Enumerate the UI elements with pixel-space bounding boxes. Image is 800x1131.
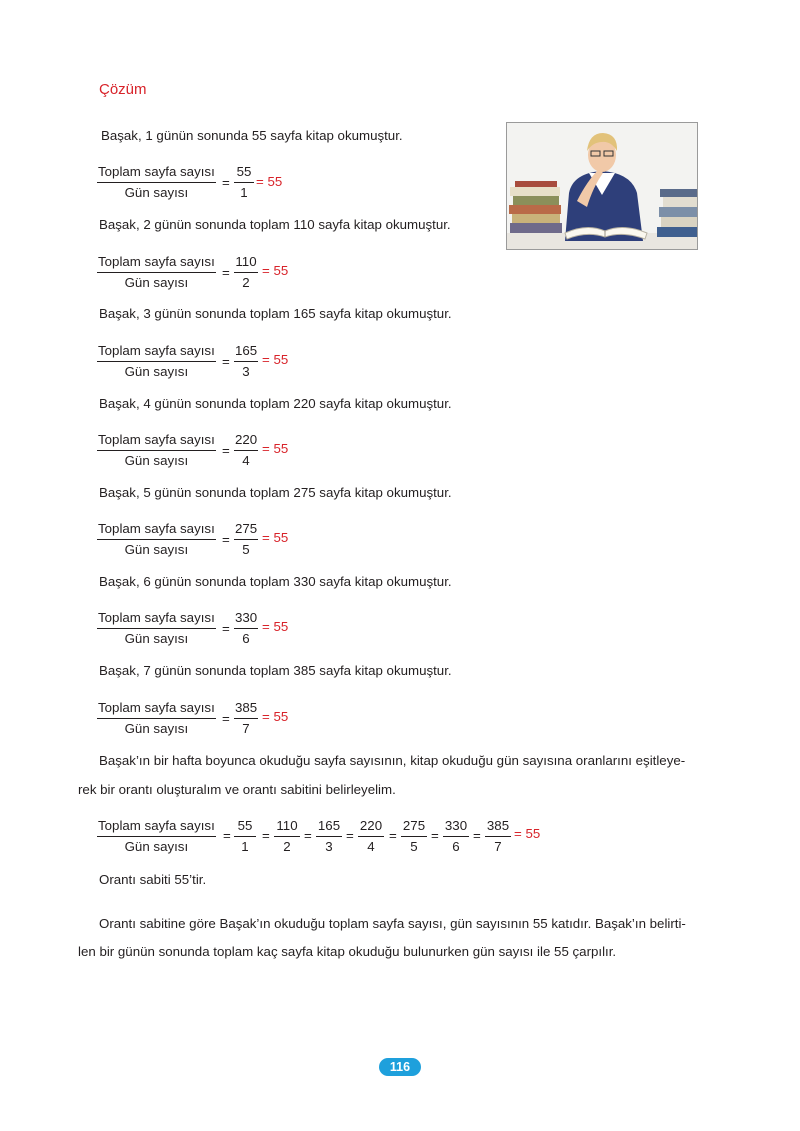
equals-sign: =	[222, 354, 230, 369]
fraction-denominator: 3	[325, 839, 333, 854]
fraction-denominator: 5	[410, 839, 418, 854]
label-denominator: Gün sayısı	[124, 185, 189, 200]
fraction-denominator: 4	[367, 839, 375, 854]
fraction-denominator: 7	[242, 721, 250, 736]
fraction-numerator: 165	[234, 343, 258, 362]
step-3-result: = 55	[262, 352, 289, 367]
equals-sign: =	[222, 443, 230, 458]
step-2-result: = 55	[262, 263, 289, 278]
label-denominator: Gün sayısı	[124, 453, 189, 468]
step-5-label-fraction	[97, 521, 216, 558]
fraction-denominator: 3	[242, 364, 250, 379]
conclusion-line-1: Orantı sabitine göre Başak’ın okuduğu toplam sayfa sayısı, gün sayısının 55 katıdır. Başak’ın belirti-	[99, 916, 686, 931]
fraction-denominator: 6	[242, 631, 250, 646]
label-denominator: Gün sayısı	[124, 631, 189, 646]
step-7-result: = 55	[262, 709, 289, 724]
label-denominator: Gün sayısı	[124, 839, 189, 854]
step-3-label-fraction	[97, 343, 216, 380]
step-7-value-fraction	[234, 700, 258, 737]
step-4-label-fraction	[97, 432, 216, 469]
fraction-numerator: 165	[316, 818, 342, 837]
proportion-intro-line-2: rek bir orantı oluşturalım ve orantı sabitini belirleyelim.	[78, 782, 396, 797]
fraction-numerator: 385	[234, 700, 258, 719]
label-numerator: Toplam sayfa sayısı	[97, 700, 216, 719]
combined-result: = 55	[514, 826, 541, 841]
step-5-value-fraction	[234, 521, 258, 558]
equals-sign: =	[389, 828, 397, 843]
fraction-denominator: 6	[452, 839, 460, 854]
combined-fraction-4	[358, 818, 384, 855]
page-number-badge: 116	[379, 1058, 421, 1076]
step-4-value-fraction	[234, 432, 258, 469]
fraction-numerator: 275	[401, 818, 427, 837]
equals-sign: =	[431, 828, 439, 843]
step-6-label-fraction	[97, 610, 216, 647]
fraction-denominator: 5	[242, 542, 250, 557]
fraction-denominator: 7	[494, 839, 502, 854]
combined-fraction-5	[401, 818, 427, 855]
step-1-text: Başak, 1 günün sonunda 55 sayfa kitap okumuştur.	[101, 128, 403, 143]
step-7-label-fraction	[97, 700, 216, 737]
label-denominator: Gün sayısı	[124, 275, 189, 290]
fraction-numerator: 330	[443, 818, 469, 837]
equals-sign: =	[222, 711, 230, 726]
fraction-denominator: 2	[242, 275, 250, 290]
proportion-intro-line-1: Başak’ın bir hafta boyunca okuduğu sayfa sayısının, kitap okuduğu gün sayısına oranlarını eşitleye-	[99, 753, 686, 768]
step-7-text: Başak, 7 günün sonunda toplam 385 sayfa kitap okumuştur.	[99, 663, 452, 678]
conclusion-line-2: len bir günün sonunda toplam kaç sayfa kitap okuduğu bulunurken gün sayısı ile 55 çarpılır.	[78, 944, 617, 959]
step-2-text: Başak, 2 günün sonunda toplam 110 sayfa kitap okumuştur.	[99, 217, 451, 232]
step-3-value-fraction	[234, 343, 258, 380]
fraction-numerator: 385	[485, 818, 511, 837]
fraction-denominator: 1	[240, 185, 248, 200]
step-6-value-fraction	[234, 610, 258, 647]
equals-sign: =	[222, 621, 230, 636]
equals-sign: =	[222, 265, 230, 280]
step-5-result: = 55	[262, 530, 289, 545]
combined-fraction-3	[316, 818, 342, 855]
combined-fraction-7	[485, 818, 511, 855]
step-6-result: = 55	[262, 619, 289, 634]
step-2-label-fraction	[97, 254, 216, 291]
equals-sign: =	[222, 175, 230, 190]
equals-sign: =	[222, 532, 230, 547]
constant-statement: Orantı sabiti 55’tir.	[99, 872, 207, 887]
step-1-result: = 55	[256, 174, 283, 189]
fraction-numerator: 275	[234, 521, 258, 540]
solution-heading: Çözüm	[99, 81, 147, 98]
equals-sign: =	[223, 828, 231, 843]
fraction-denominator: 2	[283, 839, 291, 854]
label-denominator: Gün sayısı	[124, 364, 189, 379]
equals-sign: =	[262, 828, 270, 843]
label-numerator: Toplam sayfa sayısı	[97, 610, 216, 629]
label-numerator: Toplam sayfa sayısı	[97, 343, 216, 362]
step-4-result: = 55	[262, 441, 289, 456]
fraction-numerator: 330	[234, 610, 258, 629]
fraction-numerator: 55	[234, 164, 254, 183]
label-denominator: Gün sayısı	[124, 721, 189, 736]
fraction-denominator: 4	[242, 453, 250, 468]
equals-sign: =	[473, 828, 481, 843]
label-numerator: Toplam sayfa sayısı	[97, 521, 216, 540]
student-reading-illustration	[507, 123, 697, 249]
step-5-text: Başak, 5 günün sonunda toplam 275 sayfa kitap okumuştur.	[99, 485, 452, 500]
step-1-value-fraction	[234, 164, 254, 201]
equals-sign: =	[346, 828, 354, 843]
step-2-value-fraction	[234, 254, 258, 291]
step-3-text: Başak, 3 günün sonunda toplam 165 sayfa kitap okumuştur.	[99, 306, 452, 321]
combined-fraction-1	[234, 818, 256, 855]
fraction-numerator: 55	[234, 818, 256, 837]
fraction-numerator: 110	[274, 818, 300, 837]
equals-sign: =	[304, 828, 312, 843]
label-numerator: Toplam sayfa sayısı	[97, 818, 216, 837]
step-1-label-fraction	[97, 164, 216, 201]
label-numerator: Toplam sayfa sayısı	[97, 254, 216, 273]
label-denominator: Gün sayısı	[124, 542, 189, 557]
step-6-text: Başak, 6 günün sonunda toplam 330 sayfa kitap okumuştur.	[99, 574, 452, 589]
combined-fraction-6	[443, 818, 469, 855]
combined-label-fraction	[97, 818, 216, 855]
fraction-denominator: 1	[241, 839, 249, 854]
label-numerator: Toplam sayfa sayısı	[97, 432, 216, 451]
student-reading-photo	[506, 122, 698, 250]
fraction-numerator: 220	[234, 432, 258, 451]
fraction-numerator: 220	[358, 818, 384, 837]
step-4-text: Başak, 4 günün sonunda toplam 220 sayfa kitap okumuştur.	[99, 396, 452, 411]
combined-fraction-2	[274, 818, 300, 855]
fraction-numerator: 110	[234, 254, 258, 273]
label-numerator: Toplam sayfa sayısı	[97, 164, 216, 183]
